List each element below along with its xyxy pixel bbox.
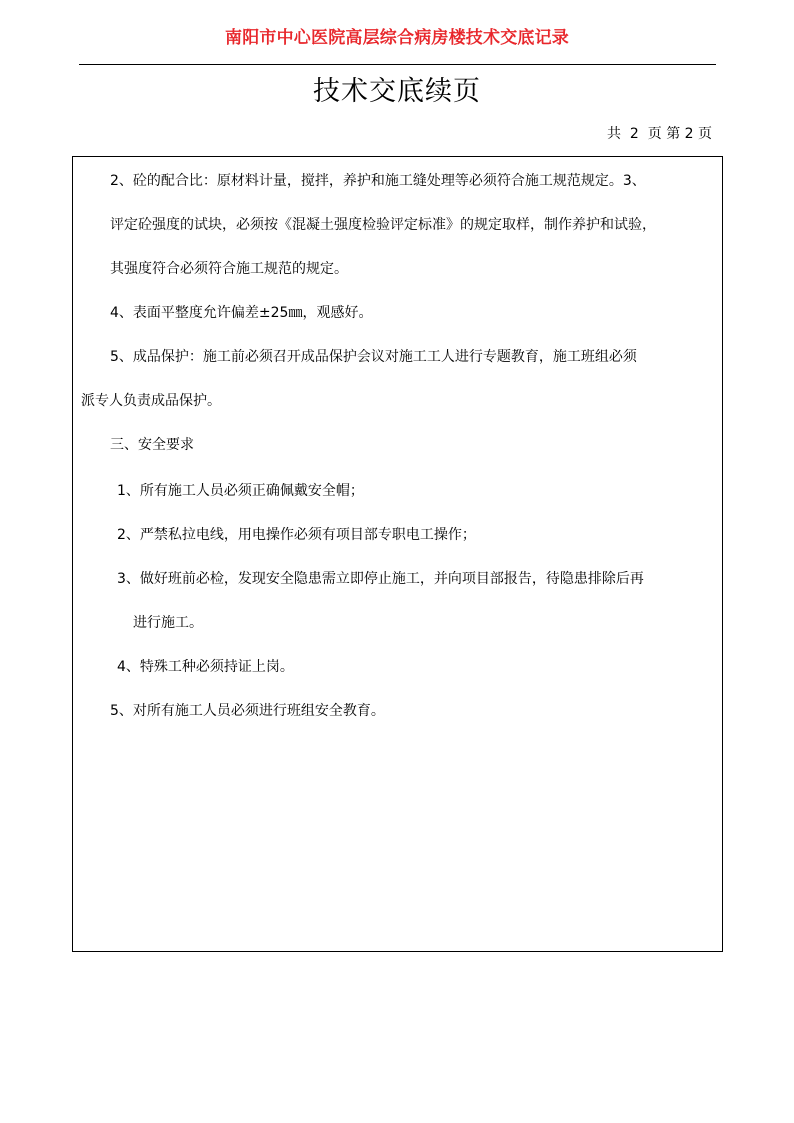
section-heading-safety: 三、安全要求	[110, 437, 194, 453]
content-box	[72, 156, 723, 952]
header-divider	[79, 64, 716, 65]
content-line-9: 2、严禁私拉电线，用电操作必须有项目部专职电工操作；	[117, 527, 476, 543]
content-line-2: 评定砼强度的试块，必须按《混凝土强度检验评定标准》的规定取样，制作养护和试验，	[110, 217, 656, 233]
content-line-6: 派专人负责成品保护。	[81, 393, 221, 409]
page-title: 技术交底续页	[313, 76, 481, 107]
page-counter: 共 2 页 第 2 页	[607, 126, 712, 142]
content-line-8: 1、所有施工人员必须正确佩戴安全帽；	[117, 483, 364, 499]
content-line-11: 进行施工。	[133, 615, 203, 631]
content-line-4: 4、表面平整度允许偏差±25㎜，观感好。	[110, 305, 373, 321]
content-line-3: 其强度符合必须符合施工规范的规定。	[110, 261, 348, 277]
content-line-13: 5、对所有施工人员必须进行班组安全教育。	[110, 703, 385, 719]
document-header-title: 南阳市中心医院高层综合病房楼技术交底记录	[225, 28, 569, 48]
content-line-5: 5、成品保护：施工前必须召开成品保护会议对施工工人进行专题教育，施工班组必须	[110, 349, 637, 365]
content-line-10: 3、做好班前必检，发现安全隐患需立即停止施工，并向项目部报告，待隐患排除后再	[117, 571, 644, 587]
content-line-12: 4、特殊工种必须持证上岗。	[117, 659, 294, 675]
content-line-1: 2、砼的配合比：原材料计量，搅拌，养护和施工缝处理等必须符合施工规范规定。3、	[110, 173, 646, 189]
